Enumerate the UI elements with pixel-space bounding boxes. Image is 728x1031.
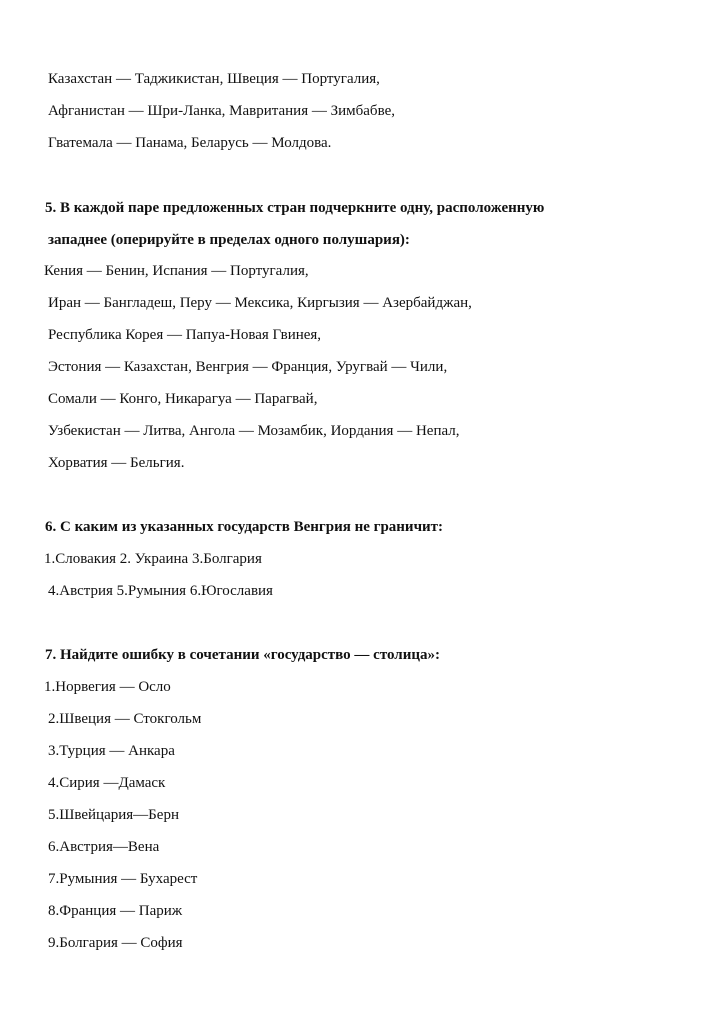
list-item: 5.Швейцария—Берн (48, 807, 179, 823)
answer-options-line: 1.Словакия 2. Украина 3.Болгария (44, 551, 262, 567)
text-line: Кения — Бенин, Испания — Португалия, (44, 263, 309, 279)
question-heading: 5. В каждой паре предложенных стран подчеркните одну, расположенную (45, 200, 545, 216)
text-line: Республика Корея — Папуа-Новая Гвинея, (48, 327, 322, 343)
list-item: 1.Норвегия — Осло (44, 679, 171, 695)
question-heading: 6. С каким из указанных государств Венгрия не граничит: (45, 519, 444, 535)
text-line: Эстония — Казахстан, Венгрия — Франция, Уругвай — Чили, (48, 359, 448, 375)
question-heading: 7. Найдите ошибку в сочетании «государство — столица»: (45, 647, 441, 663)
answer-options-line: 4.Австрия 5.Румыния 6.Югославия (48, 583, 273, 599)
list-item: 8.Франция — Париж (48, 903, 183, 919)
text-line: Хорватия — Бельгия. (48, 455, 185, 471)
text-line: Иран — Бангладеш, Перу — Мексика, Киргызия — Азербайджан, (48, 295, 472, 311)
text-line: Сомали — Конго, Никарагуа — Парагвай, (48, 391, 318, 407)
list-item: 2.Швеция — Стокгольм (48, 711, 202, 727)
list-item: 7.Румыния — Бухарест (48, 871, 198, 887)
list-item: 9.Болгария — София (48, 935, 183, 951)
list-item: 3.Турция — Анкара (48, 743, 175, 759)
text-line: Гватемала — Панама, Беларусь — Молдова. (48, 135, 332, 151)
list-item: 6.Австрия—Вена (48, 839, 160, 855)
text-line: Казахстан — Таджикистан, Швеция — Португалия, (48, 71, 380, 87)
list-item: 4.Сирия —Дамаск (48, 775, 166, 791)
text-line: Афганистан — Шри-Ланка, Мавритания — Зимбабве, (48, 103, 395, 119)
text-line: Узбекистан — Литва, Ангола — Мозамбик, Иордания — Непал, (48, 423, 460, 439)
question-heading-cont: западнее (оперируйте в пределах одного полушария): (48, 232, 410, 248)
